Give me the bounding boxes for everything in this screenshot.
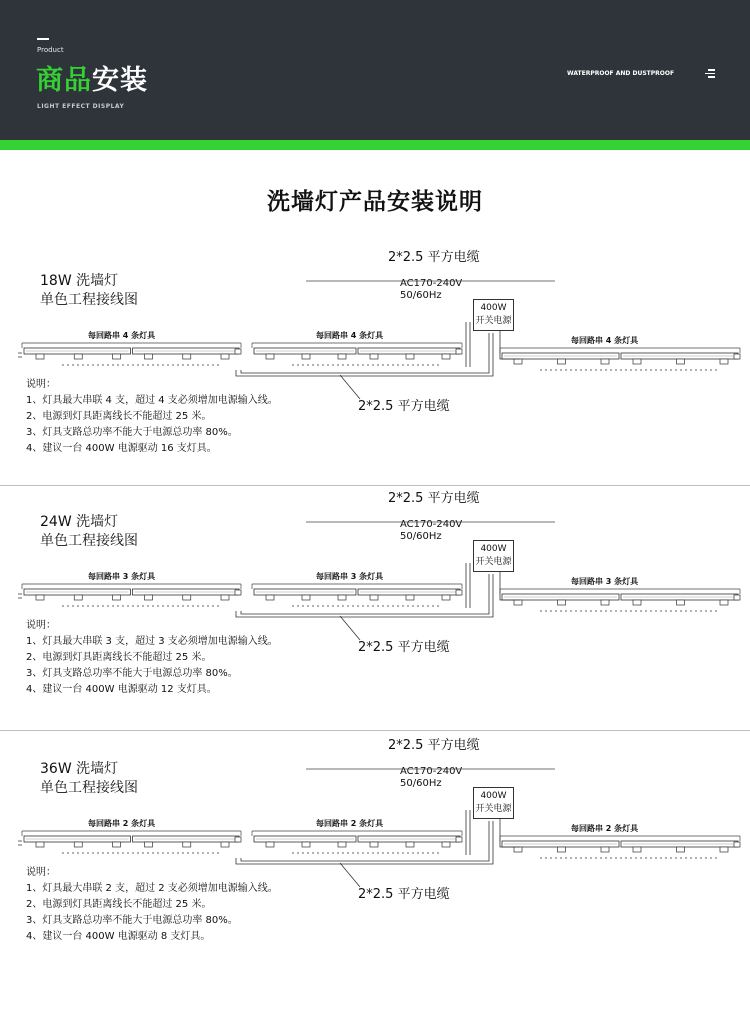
section-divider [0, 730, 750, 731]
fixture-bracket [74, 354, 82, 359]
fixture-bracket [442, 354, 450, 359]
wiring-section [0, 740, 750, 985]
fixture-bracket [338, 354, 346, 359]
header-title-white: 安装 [92, 65, 148, 96]
notes-title: 说明： [26, 620, 56, 631]
input-connector [18, 353, 22, 357]
note-line: 2、电源到灯具距离线长不能超过 25 米。 [26, 899, 212, 910]
accent-bar [0, 140, 750, 150]
header-dash [37, 38, 49, 40]
fixture-bracket [302, 354, 310, 359]
fixture-bracket [406, 354, 414, 359]
fixture-bracket [720, 600, 728, 605]
wiring-section [0, 493, 750, 738]
group-label: 每回路串 2 条灯具 [316, 819, 384, 828]
fixture-bracket [113, 354, 121, 359]
cable-leader [340, 616, 360, 640]
fixture-bracket [514, 847, 522, 852]
frequency-label: 50/60Hz [400, 778, 442, 789]
fixture-bracket [442, 842, 450, 847]
fixture-bracket [74, 595, 82, 600]
psu-name: 开关电源 [475, 316, 512, 326]
end-cap [235, 590, 241, 595]
fixture-bracket [601, 600, 609, 605]
fixture-bracket [36, 354, 44, 359]
fixture-bracket [338, 842, 346, 847]
group-label: 每回路串 4 条灯具 [571, 336, 639, 345]
section-subtitle: 单色工程接线图 [40, 292, 138, 308]
psu-name: 开关电源 [475, 804, 512, 814]
fixture-bracket [145, 842, 153, 847]
fixture-bracket [113, 842, 121, 847]
header-title-green: 商品 [36, 65, 92, 96]
psu-watt: 400W [480, 303, 507, 313]
fixture-bracket [558, 847, 566, 852]
note-line: 3、灯具支路总功率不能大于电源总功率 80%。 [26, 915, 238, 926]
fixture-bracket [633, 600, 641, 605]
fixture-bracket [601, 359, 609, 364]
wiring-diagram [0, 252, 750, 497]
fixture-bracket [113, 595, 121, 600]
voltage-label: AC170-240V [400, 766, 463, 777]
group-label: 每回路串 4 条灯具 [316, 331, 384, 340]
fixture-bracket [302, 842, 310, 847]
input-connector [18, 594, 22, 598]
fixture-bracket [406, 842, 414, 847]
fixture-bracket [558, 359, 566, 364]
feed-cable [236, 574, 493, 617]
note-line: 1、灯具最大串联 4 支，超过 4 支必须增加电源输入线。 [26, 395, 278, 406]
psu-watt: 400W [480, 791, 507, 801]
section-title: 18W 洗墙灯 [40, 273, 119, 289]
notes-title: 说明： [26, 867, 56, 878]
feed-cable [236, 333, 493, 376]
feed-cable [236, 821, 493, 864]
cable-label-bottom: 2*2.5 平方电缆 [358, 399, 450, 414]
note-line: 4、建议一台 400W 电源驱动 16 支灯具。 [26, 443, 217, 454]
wiring-diagram [0, 740, 750, 985]
fixture-bracket [302, 595, 310, 600]
header-right-label: WATERPROOF AND DUSTPROOF [567, 70, 675, 77]
frequency-label: 50/60Hz [400, 290, 442, 301]
fixture-bracket [338, 595, 346, 600]
psu-name: 开关电源 [475, 557, 512, 567]
fixture-bracket [36, 842, 44, 847]
section-divider [0, 485, 750, 486]
fixture-bracket [514, 600, 522, 605]
fixture-bracket [145, 595, 153, 600]
section-title: 24W 洗墙灯 [40, 514, 119, 530]
end-cap [734, 842, 740, 847]
section-title: 36W 洗墙灯 [40, 761, 119, 777]
wiring-section [0, 252, 750, 497]
menu-icon[interactable] [705, 69, 715, 78]
note-line: 3、灯具支路总功率不能大于电源总功率 80%。 [26, 427, 238, 438]
end-cap [456, 837, 462, 842]
fixture-bracket [370, 842, 378, 847]
note-line: 3、灯具支路总功率不能大于电源总功率 80%。 [26, 668, 238, 679]
header-banner [0, 0, 750, 140]
end-cap [456, 349, 462, 354]
fixture-bracket [74, 842, 82, 847]
fixture-bracket [677, 847, 685, 852]
fixture-bracket [36, 595, 44, 600]
fixture-bracket [720, 359, 728, 364]
voltage-label: AC170-240V [400, 519, 463, 530]
fixture-bracket [442, 595, 450, 600]
end-cap [734, 354, 740, 359]
fixture-bracket [633, 359, 641, 364]
fixture-bracket [370, 595, 378, 600]
cable-label-top: 2*2.5 平方电缆 [388, 491, 480, 506]
cable-label-bottom: 2*2.5 平方电缆 [358, 640, 450, 655]
page-title: 洗墙灯产品安装说明 [267, 189, 483, 215]
fixture-bracket [221, 595, 229, 600]
header-title [36, 58, 148, 97]
group-label: 每回路串 4 条灯具 [88, 331, 156, 340]
note-line: 2、电源到灯具距离线长不能超过 25 米。 [26, 652, 212, 663]
group-label: 每回路串 3 条灯具 [571, 577, 639, 586]
note-line: 4、建议一台 400W 电源驱动 12 支灯具。 [26, 684, 217, 695]
cable-label-top: 2*2.5 平方电缆 [388, 738, 480, 753]
cable-label-bottom: 2*2.5 平方电缆 [358, 887, 450, 902]
group-label: 每回路串 2 条灯具 [571, 824, 639, 833]
voltage-label: AC170-240V [400, 278, 463, 289]
fixture-bracket [183, 595, 191, 600]
end-cap [235, 837, 241, 842]
fixture-bracket [514, 359, 522, 364]
header-small-label: Product [37, 46, 64, 54]
fixture-bracket [558, 600, 566, 605]
fixture-bracket [633, 847, 641, 852]
end-cap [734, 595, 740, 600]
fixture-bracket [266, 595, 274, 600]
note-line: 2、电源到灯具距离线长不能超过 25 米。 [26, 411, 212, 422]
input-connector [18, 841, 22, 845]
cable-leader [340, 863, 360, 887]
notes-title: 说明： [26, 379, 56, 390]
fixture-bracket [677, 359, 685, 364]
fixture-bracket [601, 847, 609, 852]
fixture-bracket [720, 847, 728, 852]
section-subtitle: 单色工程接线图 [40, 780, 138, 796]
note-line: 1、灯具最大串联 2 支，超过 2 支必须增加电源输入线。 [26, 883, 278, 894]
fixture-bracket [370, 354, 378, 359]
section-subtitle: 单色工程接线图 [40, 533, 138, 549]
fixture-bracket [406, 595, 414, 600]
fixture-bracket [183, 354, 191, 359]
end-cap [235, 349, 241, 354]
psu-watt: 400W [480, 544, 507, 554]
fixture-bracket [221, 354, 229, 359]
fixture-bracket [221, 842, 229, 847]
fixture-bracket [677, 600, 685, 605]
group-label: 每回路串 3 条灯具 [316, 572, 384, 581]
end-cap [456, 590, 462, 595]
fixture-bracket [145, 354, 153, 359]
header-subtitle: LIGHT EFFECT DISPLAY [37, 103, 125, 110]
cable-label-top: 2*2.5 平方电缆 [388, 250, 480, 265]
note-line: 4、建议一台 400W 电源驱动 8 支灯具。 [26, 931, 211, 942]
frequency-label: 50/60Hz [400, 531, 442, 542]
group-label: 每回路串 2 条灯具 [88, 819, 156, 828]
wiring-diagram [0, 493, 750, 738]
fixture-bracket [266, 354, 274, 359]
note-line: 1、灯具最大串联 3 支，超过 3 支必须增加电源输入线。 [26, 636, 278, 647]
group-label: 每回路串 3 条灯具 [88, 572, 156, 581]
fixture-bracket [183, 842, 191, 847]
cable-leader [340, 375, 360, 399]
fixture-bracket [266, 842, 274, 847]
